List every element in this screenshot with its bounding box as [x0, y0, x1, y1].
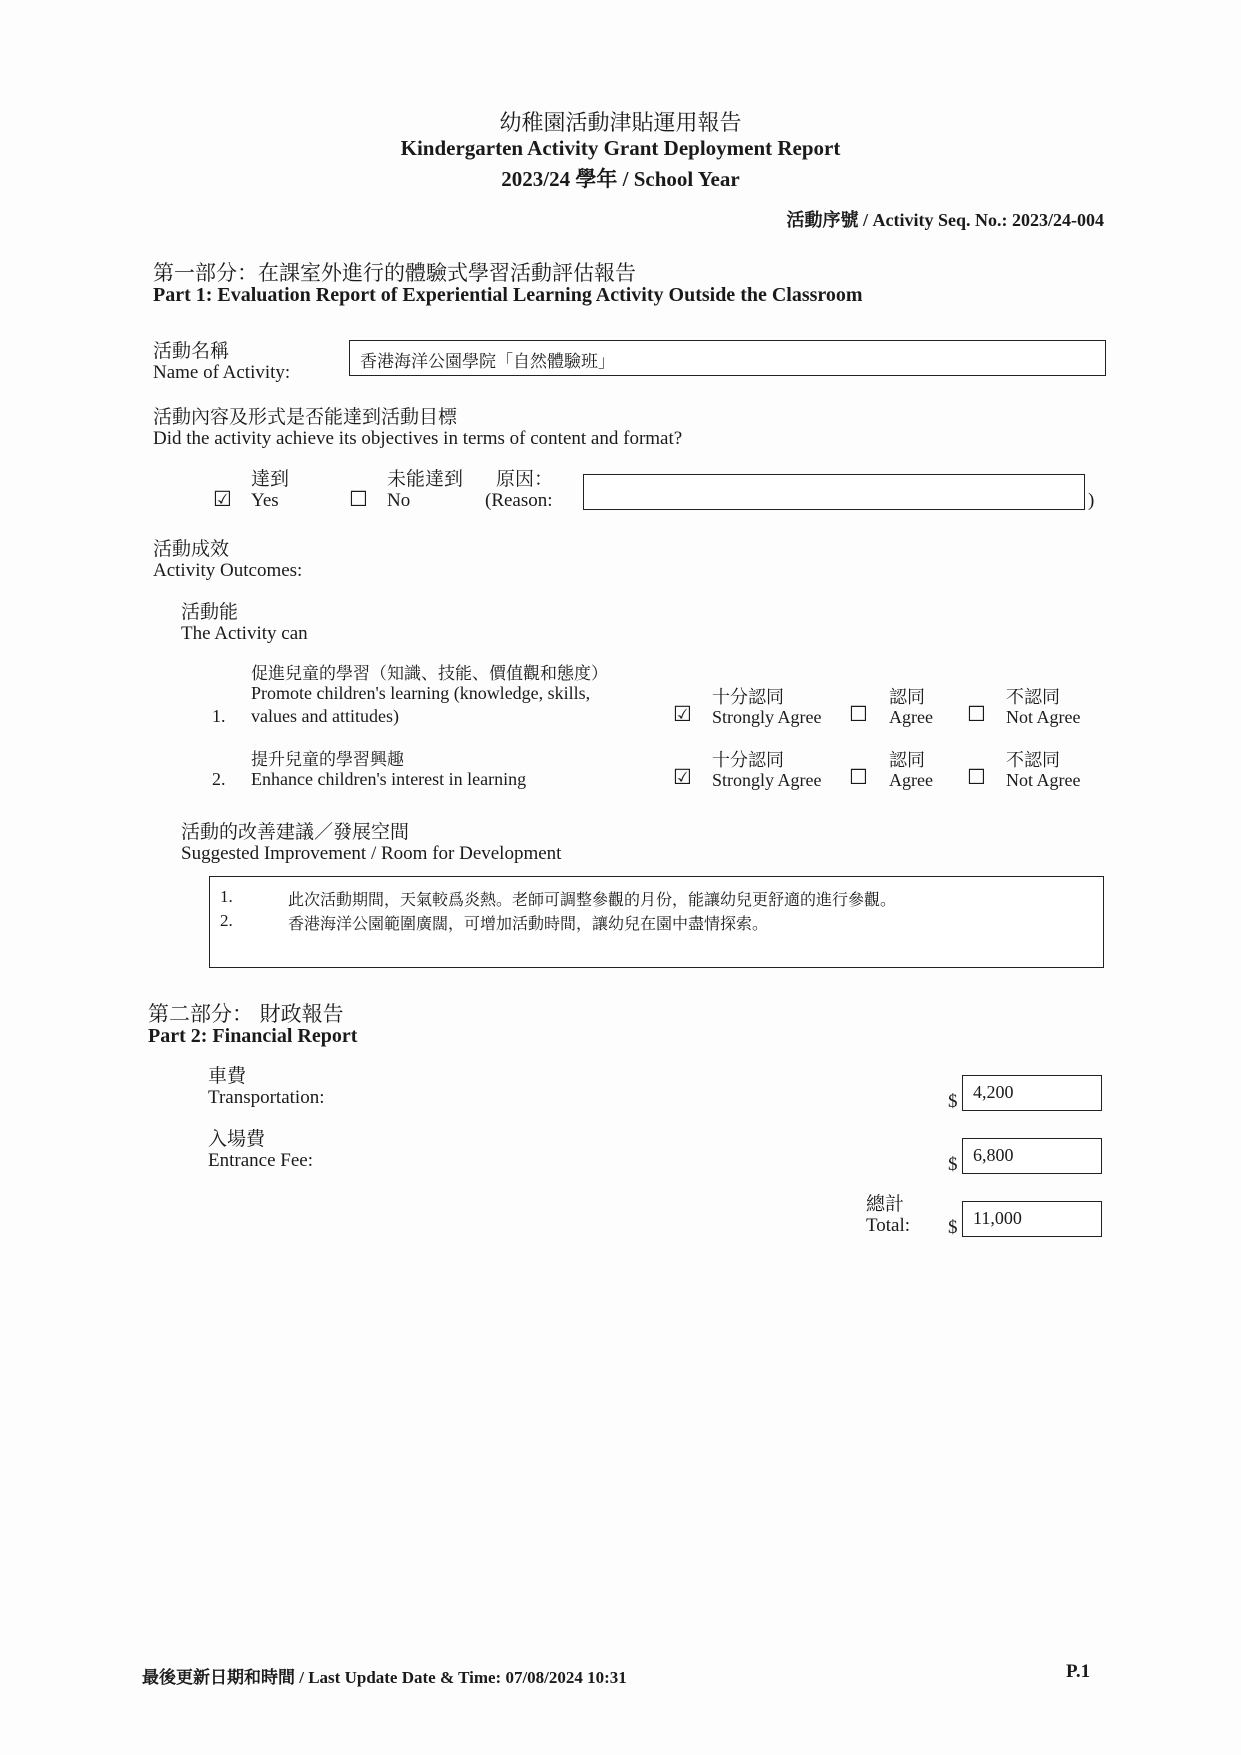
total-label-zh: 總計	[866, 1193, 905, 1215]
part1-heading-en: Part 1: Evaluation Report of Experiential Learning Activity Outside the Classroom	[153, 284, 863, 306]
item-1-strongly-agree-zh: 十分認同	[712, 687, 784, 708]
last-update: 最後更新日期和時間 / Last Update Date & Time: 07/08/2024 10:31	[142, 1668, 627, 1687]
item-2-strongly-agree-checkbox[interactable]: ☑	[673, 765, 692, 789]
entrance-currency: $	[948, 1154, 958, 1175]
item-2-agree-checkbox[interactable]: ☐	[849, 765, 868, 789]
entrance-label-en: Entrance Fee:	[208, 1150, 313, 1171]
activity-can-en: The Activity can	[181, 623, 308, 644]
transport-label-zh: 車費	[208, 1065, 247, 1087]
outcome-item-2-zh: 提升兒童的學習興趣	[251, 750, 404, 770]
outcome-item-2-en1: Enhance children's interest in learning	[251, 769, 527, 789]
page-number: P.1	[1066, 1661, 1091, 1682]
transport-amount-field[interactable]	[962, 1075, 1102, 1111]
reason-label-en: (Reason:	[485, 490, 553, 511]
item-2-strongly-agree-en: Strongly Agree	[712, 770, 822, 790]
title-en: Kindergarten Activity Grant Deployment Report	[400, 136, 841, 160]
improvement-label-zh: 活動的改善建議／發展空間	[181, 821, 410, 843]
school-year: 2023/24 學年 / School Year	[501, 167, 740, 191]
activity-name-value: 香港海洋公園學院「自然體驗班」	[360, 352, 615, 372]
item-1-agree-zh: 認同	[889, 687, 925, 708]
item-1-agree-checkbox[interactable]: ☐	[849, 702, 868, 726]
reason-label-zh: 原因：	[496, 468, 554, 490]
no-checkbox[interactable]: ☐	[349, 487, 368, 511]
outcome-item-1-zh: 促進兒童的學習（知識、技能、價值觀和態度）	[251, 664, 608, 684]
outcome-item-1-en2: values and attitudes)	[251, 706, 399, 726]
item-2-agree-zh: 認同	[889, 750, 925, 771]
part1-heading-zh: 第一部分：在課室外進行的體驗式學習活動評估報告	[153, 261, 636, 285]
activity-name-label-zh: 活動名稱	[153, 340, 230, 362]
item-2-not-agree-en: Not Agree	[1006, 770, 1081, 790]
outcomes-label-en: Activity Outcomes:	[153, 560, 303, 581]
improvement-label-en: Suggested Improvement / Room for Development	[181, 843, 562, 864]
suggestion-2-text: 香港海洋公園範圍廣闊，可增加活動時間，讓幼兒在園中盡情探索。	[288, 914, 769, 933]
outcomes-label-zh: 活動成效	[153, 538, 230, 560]
improvement-box[interactable]	[209, 876, 1104, 968]
reason-field[interactable]	[583, 474, 1085, 510]
entrance-label-zh: 入場費	[208, 1128, 266, 1150]
activity-can-zh: 活動能	[181, 601, 239, 623]
outcome-item-1-number: 1.	[212, 706, 226, 726]
total-amount-field[interactable]	[962, 1201, 1102, 1237]
suggestion-1-number: 1.	[220, 887, 233, 906]
total-label-en: Total:	[866, 1215, 911, 1236]
total-currency: $	[948, 1217, 958, 1238]
activity-seq-no: 活動序號 / Activity Seq. No.: 2023/24-004	[786, 210, 1104, 230]
item-1-not-agree-zh: 不認同	[1006, 687, 1060, 708]
transport-currency: $	[948, 1091, 958, 1112]
item-1-not-agree-checkbox[interactable]: ☐	[967, 702, 986, 726]
outcome-item-1-en1: Promote children's learning (knowledge, skills,	[251, 683, 591, 703]
entrance-amount: 6,800	[973, 1145, 1014, 1165]
transport-amount: 4,200	[973, 1082, 1014, 1102]
total-amount: 11,000	[973, 1208, 1022, 1228]
activity-name-label-en: Name of Activity:	[153, 362, 291, 383]
item-1-strongly-agree-checkbox[interactable]: ☑	[673, 702, 692, 726]
title-zh: 幼稚園活動津貼運用報告	[499, 111, 742, 136]
item-1-strongly-agree-en: Strongly Agree	[712, 707, 822, 727]
no-label-en: No	[387, 490, 411, 511]
no-label-zh: 未能達到	[387, 468, 464, 490]
item-1-agree-en: Agree	[889, 707, 933, 727]
suggestion-2-number: 2.	[220, 911, 233, 930]
part2-heading-zh: 第二部分： 財政報告	[148, 1002, 344, 1026]
item-2-agree-en: Agree	[889, 770, 933, 790]
transport-label-en: Transportation:	[208, 1087, 325, 1108]
suggestion-1-text: 此次活動期間，天氣較爲炎熱。老師可調整參觀的月份，能讓幼兒更舒適的進行參觀。	[288, 890, 897, 909]
item-2-not-agree-checkbox[interactable]: ☐	[967, 765, 986, 789]
yes-checkbox[interactable]: ☑	[213, 487, 232, 511]
objective-question-en: Did the activity achieve its objectives in terms of content and format?	[153, 428, 683, 449]
objective-question-zh: 活動內容及形式是否能達到活動目標	[153, 406, 458, 428]
reason-close-paren: )	[1088, 490, 1095, 511]
item-1-not-agree-en: Not Agree	[1006, 707, 1081, 727]
yes-label-en: Yes	[251, 490, 279, 511]
item-2-not-agree-zh: 不認同	[1006, 750, 1060, 771]
outcome-item-2-number: 2.	[212, 769, 226, 789]
part2-heading-en: Part 2: Financial Report	[148, 1025, 358, 1047]
activity-name-field[interactable]	[349, 340, 1106, 376]
item-2-strongly-agree-zh: 十分認同	[712, 750, 784, 771]
entrance-amount-field[interactable]	[962, 1138, 1102, 1174]
yes-label-zh: 達到	[251, 468, 290, 490]
